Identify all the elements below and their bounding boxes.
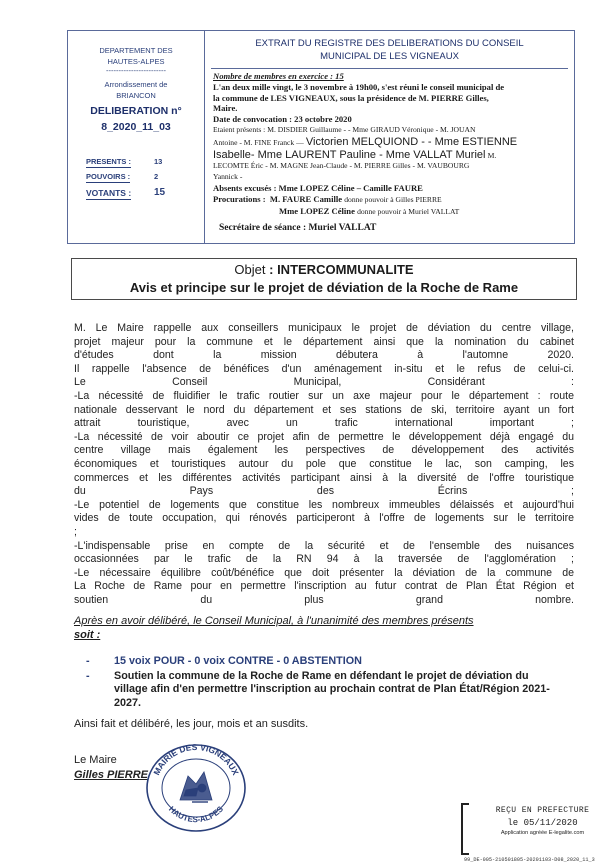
pouvoirs-row [86, 172, 159, 181]
act-identifier: 99_DE-005-210501805-20201103-D08_2020_11_3 [464, 857, 595, 863]
present-line2b: Victorien MELQUIOND - - Mme ESTIENNE [305, 135, 518, 148]
body-line: -Le potentiel de logements que constitue les nombreux immeubles délaissés et aujourd'hui [74, 498, 574, 511]
subject-heading [72, 261, 576, 279]
register-title [205, 37, 574, 63]
absents: Absents excusés : Mme LOPEZ Céline – Camille FAURE [213, 182, 423, 193]
subject-box [71, 258, 577, 300]
body-line: Il rappelle l'absence de bénéfices d'un aménagement in-situ et le refus de celui-ci. [74, 362, 574, 375]
body-line: -La nécessité de fluidifier le trafic routier sur un axe majeur pour le département : route [74, 389, 574, 402]
vote-count: 15 voix POUR - 0 voix CONTRE - 0 ABSTENTION [114, 655, 362, 667]
presents-row [86, 157, 163, 166]
intro-line1: L'an deux mille vingt, le 3 novembre à 19h00, s'est réuni le conseil municipal de [213, 81, 505, 92]
presents-value: 13 [154, 157, 163, 166]
stamp-date: le 05/11/2020 [507, 818, 578, 828]
body-line: La Roche de Rame pour en permettre l'inscription au futur contrat de Plan État Région et [74, 580, 574, 593]
members-count: Nombre de membres en exercice : 15 [213, 71, 344, 81]
vote-results [86, 655, 586, 710]
mayor-signature-block [74, 753, 148, 783]
vote-decision: Soutien la commune de la Roche de Rame en défendant le projet de déviation du village afin d'en permettre l'inscription au prochain contrat de Plan État/Région 2021-2027. [114, 669, 550, 709]
department-line1: DEPARTEMENT DES [99, 46, 173, 55]
votants-value: 15 [154, 187, 166, 198]
present-line2a: Antoine - M. FINE Franck — [213, 137, 304, 147]
seal-text-bottom: HAUTES-ALPES [166, 804, 226, 825]
arrondissement-line2: BRIANCON [116, 91, 156, 100]
deliberation-line2: soit : [74, 629, 101, 641]
body-line: -La nécessité de voir aboutir ce projet afin de permettre le développement déjà engagé du [74, 430, 574, 443]
body-line: Le Conseil Municipal, Considérant : [74, 376, 574, 389]
register-extract-box [205, 30, 575, 244]
prefecture-receipt-stamp [461, 803, 613, 855]
subject-title: : INTERCOMMUNALITE [269, 262, 414, 277]
title-divider [211, 68, 568, 69]
present-line4: LECOMTE Éric - M. MAGNE Jean-Claude - M. PIERRE Gilles - M. VAUBOURG [213, 161, 470, 171]
vote-result-row [86, 655, 586, 669]
stamp-bracket [461, 803, 469, 855]
subject-label: Objet [234, 262, 266, 277]
session-details [213, 71, 568, 234]
commune-info-box [67, 30, 205, 244]
mayor-title: Le Maire [74, 754, 117, 766]
arrondissement-line1: Arrondissement de [104, 80, 168, 89]
session-secretary: Secrétaire de séance : Muriel VALLAT [219, 223, 377, 234]
mayor-name: Gilles PIERRE [74, 769, 148, 781]
body-line: ; [74, 525, 77, 538]
deliberation-label: DELIBERATION n° [90, 105, 182, 117]
present-line5: Yannick - [213, 172, 243, 182]
body-line: projet majeur pour la commune et le département ainsi que la nomination du cabinet [74, 335, 574, 348]
procuration1-name: M. FAURE Camille [269, 193, 343, 204]
intro-line2: la commune de LES VIGNEAUX, sous la présidence de M. PIERRE Gilles, [213, 92, 489, 103]
closing-statement: Ainsi fait et délibéré, les jour, mois et an susdits. [74, 718, 309, 730]
body-line: soutien du plus grand nombre. [74, 593, 574, 606]
pouvoirs-label: POUVOIRS : [86, 172, 131, 181]
stamp-title: REÇU EN PREFECTURE [495, 806, 590, 815]
presents-label: PRESENTS : [86, 157, 132, 166]
register-title-line1: EXTRAIT DU REGISTRE DES DELIBERATIONS DU CONSEIL [255, 38, 524, 49]
present-line3a: Isabelle- Mme LAURENT Pauline - Mme VALLAT Muriel [213, 148, 486, 161]
vote-decision-row [86, 670, 554, 711]
separator-dashes: ------------------------ [106, 66, 166, 75]
convocation-date: Date de convocation : 23 octobre 2020 [213, 114, 352, 125]
subject-subtitle: Avis et principe sur le projet de déviation de la Roche de Rame [129, 280, 519, 295]
body-line: économiques et touristiques autour du pole que constitue le lac, son camping, les [74, 457, 574, 470]
pouvoirs-value: 2 [154, 172, 159, 181]
procuration2-name: Mme LOPEZ Céline [279, 205, 355, 216]
procurations-label: Procurations : [213, 193, 266, 204]
procuration1-rest: donne pouvoir à Gilles PIERRE [344, 194, 442, 204]
bullet-dash: - [86, 655, 90, 667]
deliberation-line1: Après en avoir délibéré, le Conseil Municipal, à l'unanimité des membres présents [74, 615, 474, 627]
body-line: centre village mais également les perspectives de développement des activités [74, 444, 574, 457]
body-line: -L'indispensable prise en compte de la sécurité et de l'ensemble des nuisances [74, 539, 574, 552]
votants-row [86, 187, 166, 198]
town-hall-seal [140, 738, 252, 833]
body-line: nationale desservant le nord du département et ses stations de ski, territoire ayant un fort [74, 403, 574, 416]
present-line3b: M. [487, 150, 497, 160]
svg-text:HAUTES-ALPES [167, 804, 225, 824]
procuration2-rest: donne pouvoir à Muriel VALLAT [357, 206, 460, 216]
body-line: d'études dont la mission débutera à l'automne 2020. [74, 349, 574, 362]
present-line1: Etaient présents : M. DISDIER Guillaume - - Mme GIRAUD Véronique - M. JOUAN [213, 124, 476, 134]
body-line: -Le nécessaire équilibre coût/bénéfice que doit présenter la déviation de la commune de [74, 566, 574, 579]
deliberation-statement [74, 614, 574, 642]
body-line: M. Le Maire rappelle aux conseillers municipaux le projet de déviation du centre village, [74, 322, 574, 334]
body-line: commerces et les différentes activités participant ainsi à la diversité de l'offre touristique [74, 471, 574, 484]
department-line2: HAUTES-ALPES [107, 57, 165, 66]
body-line: du Pays des Écrins ; [74, 485, 574, 498]
body-line: attrait touristique, avec un trafic international important ; [74, 417, 574, 430]
votants-label: VOTANTS : [86, 188, 132, 198]
intro-line3: Maire. [213, 103, 238, 114]
stamp-agreement: Application agréée E-legalite.com [500, 830, 585, 836]
register-title-line2: MUNICIPAL DE LES VIGNEAUX [320, 51, 459, 62]
seal-emblem-icon [180, 772, 212, 802]
deliberation-body [74, 322, 574, 607]
bullet-dash: - [86, 669, 90, 682]
deliberation-number: 8_2020_11_03 [101, 121, 171, 133]
seal-text-top: MAIRIE DES VIGNEAUX [151, 741, 241, 777]
body-line: occasionnées par le trafic de la RN 94 à la traversée de l'agglomération ; [74, 553, 574, 566]
body-line: vides de toute occupation, qui rénovés participeront à l'offre de logements sur le territoire [74, 512, 574, 525]
